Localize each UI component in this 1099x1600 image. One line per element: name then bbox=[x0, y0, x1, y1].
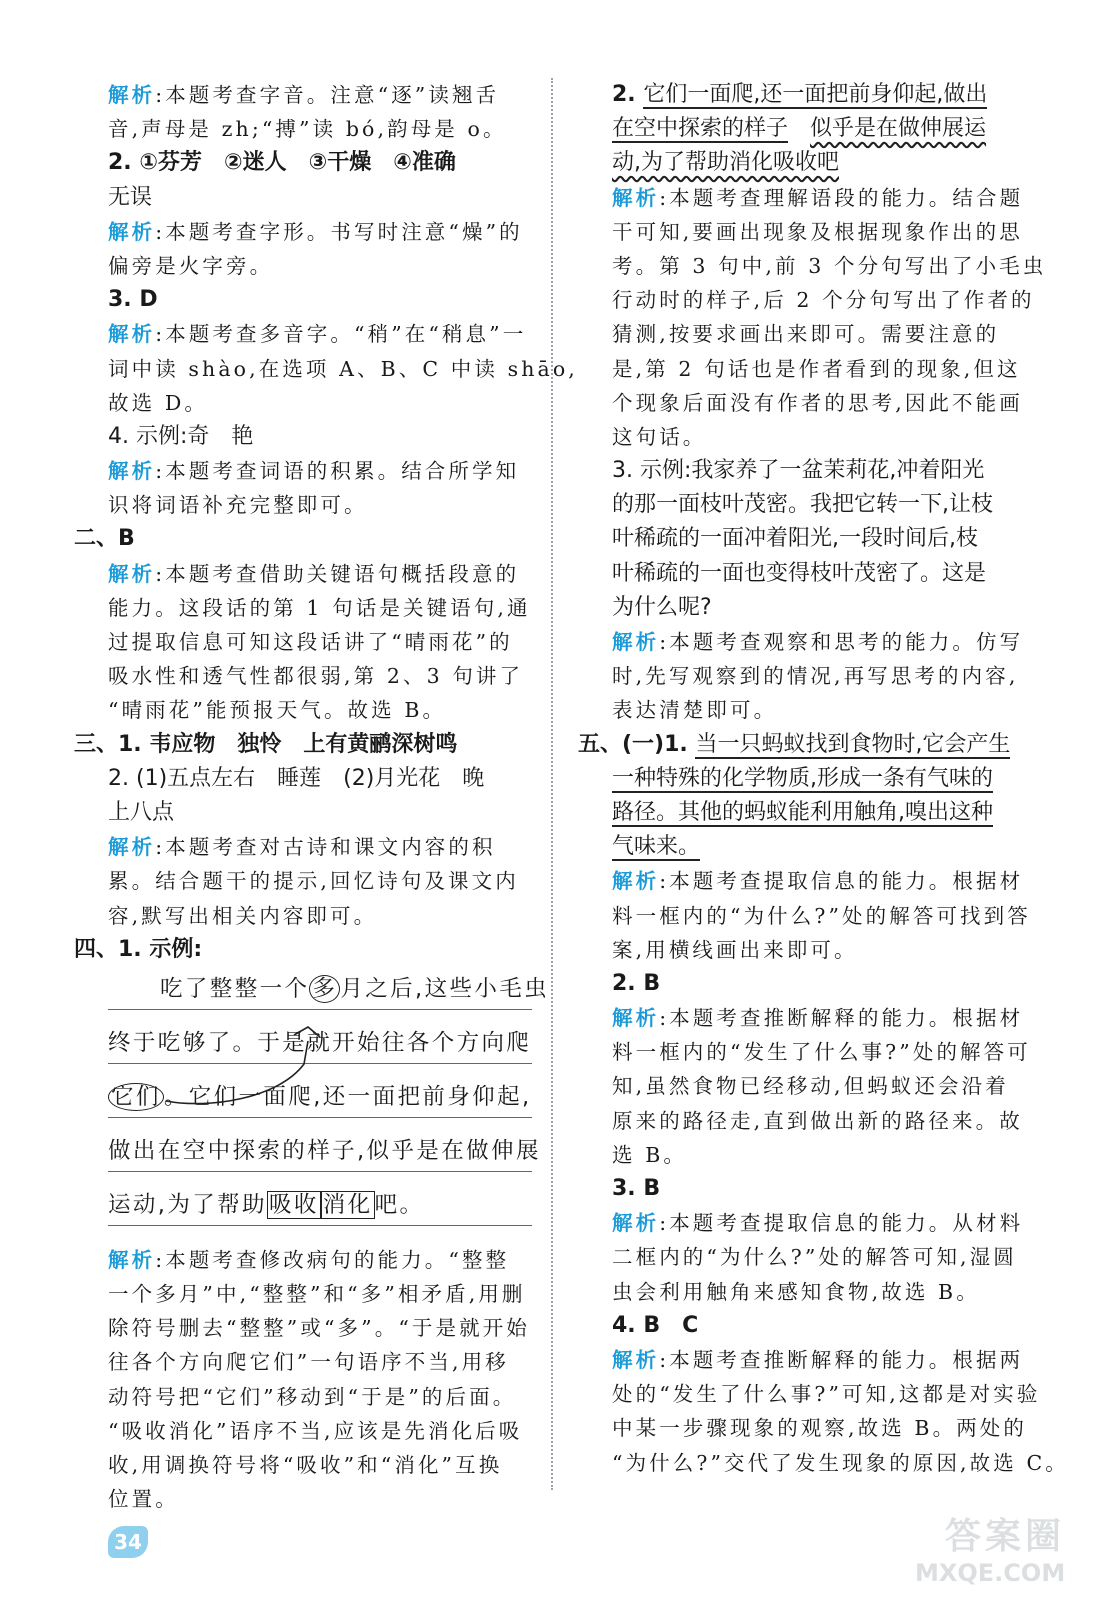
left-column bbox=[74, 78, 578, 1516]
analysis-label: 解析 bbox=[612, 1211, 660, 1236]
text-line: 考。第 3 句中,前 3 个分句写出了小毛虫 bbox=[612, 253, 1047, 278]
analysis-line bbox=[108, 454, 532, 488]
answer-line bbox=[612, 830, 1036, 864]
text-line: 这句话。 bbox=[612, 424, 707, 449]
text: 月之后,这些小毛虫 bbox=[340, 975, 550, 1002]
section-heading: 三、1. 韦应物 独怜 上有黄鹂深树鸣 bbox=[74, 731, 458, 757]
underlined-text: 在空中探索的样子 bbox=[612, 116, 789, 142]
answer-line: 叶稀疏的一面也变得枝叶茂密了。这是 bbox=[612, 560, 987, 586]
text-line: 过提取信息可知这段话讲了“晴雨花”的 bbox=[108, 630, 513, 654]
underlined-text: 路径。其他的蚂蚁能利用触角,嗅出这种 bbox=[612, 799, 993, 825]
answer-line: 4. 示例:奇 艳 bbox=[108, 423, 254, 449]
text-line: 故选 D。 bbox=[108, 390, 208, 415]
answer-line: 上八点 bbox=[108, 799, 175, 825]
answer-line bbox=[612, 146, 1036, 180]
text: :本题考查推断解释的能力。根据两 bbox=[659, 1347, 1024, 1372]
analysis-label: 解析 bbox=[612, 630, 660, 654]
text-line: 容,默写出相关内容即可。 bbox=[108, 903, 378, 928]
analysis-label: 解析 bbox=[108, 1247, 156, 1272]
marked-passage bbox=[108, 969, 550, 1239]
analysis-line bbox=[108, 78, 532, 112]
text-line: “吸收消化”语序不当,应该是先消化后吸 bbox=[108, 1418, 523, 1443]
text: :本题考查多音字。“稍”在“稍息”一 bbox=[155, 322, 527, 347]
analysis-line bbox=[612, 864, 1036, 898]
answer-line: 3. 示例:我家养了一盆茉莉花,冲着阳光 bbox=[612, 458, 985, 484]
answer-line bbox=[108, 146, 532, 180]
watermark-url: MXQE.COM bbox=[915, 1559, 1066, 1587]
text-line: 时,先写观察到的情况,再写思考的内容, bbox=[612, 664, 1019, 689]
swap-mark-a: 吸收 bbox=[268, 1191, 319, 1218]
analysis-label: 解析 bbox=[108, 835, 156, 860]
analysis-line bbox=[612, 181, 1036, 215]
answer-line: 2. (1)五点左右 睡莲 (2)月光花 晚 bbox=[108, 765, 485, 791]
move-arrow-icon bbox=[108, 969, 532, 1239]
section-heading: 二、B bbox=[74, 526, 135, 552]
move-mark: 它们 bbox=[108, 1083, 164, 1111]
text: :本题考查提取信息的能力。根据材 bbox=[659, 869, 1024, 894]
text-line: 表达清楚即可。 bbox=[612, 698, 778, 723]
text-line: 动符号把“它们”移动到“于是”的后面。 bbox=[108, 1384, 517, 1409]
text-line: 词中读 shào,在选项 A、B、C 中读 shāo, bbox=[108, 356, 578, 381]
text: :本题考查字音。注意“逐”读翘舌 bbox=[155, 83, 500, 107]
analysis-label: 解析 bbox=[108, 561, 156, 586]
text: :本题考查修改病句的能力。“整整 bbox=[155, 1247, 510, 1272]
analysis-line bbox=[108, 215, 532, 249]
right-column bbox=[578, 78, 1069, 1480]
analysis-line bbox=[108, 317, 532, 351]
answer-line: 3. D bbox=[108, 287, 158, 313]
text: 运动,为了帮助 bbox=[108, 1191, 267, 1218]
text-line: 选 B。 bbox=[612, 1142, 687, 1167]
text-line: 料一框内的“为什么?”处的解答可找到答 bbox=[612, 903, 1031, 928]
analysis-line bbox=[108, 830, 532, 864]
wavy-underlined-text: 动,为了帮助消化吸收吧 bbox=[612, 150, 839, 176]
text-line: 虫会利用触角来感知食物,故选 B。 bbox=[612, 1279, 980, 1304]
page-number: 34 bbox=[108, 1526, 148, 1558]
analysis-label: 解析 bbox=[108, 459, 156, 484]
text-line: 行动时的样子,后 2 个分句写出了作者的 bbox=[612, 288, 1035, 313]
column-divider bbox=[551, 78, 553, 1490]
text-line: 中某一步骤现象的观察,故选 B。两处的 bbox=[612, 1416, 1027, 1441]
text-line: 累。结合题干的提示,回忆诗句及课文内 bbox=[108, 869, 519, 894]
underlined-text: 它们一面爬,还一面把前身仰起,做出 bbox=[643, 82, 988, 107]
analysis-line bbox=[612, 1001, 1036, 1035]
watermark bbox=[915, 1508, 1065, 1594]
text-line: 除符号删去“整整”或“多”。“于是就开始 bbox=[108, 1316, 530, 1341]
section-line bbox=[74, 933, 532, 967]
text: :本题考查字形。书写时注意“燥”的 bbox=[155, 219, 523, 244]
analysis-label: 解析 bbox=[108, 219, 156, 244]
swap-mark-b: 消化 bbox=[322, 1191, 373, 1218]
text-line: 二框内的“为什么?”处的解答可知,湿圆 bbox=[612, 1245, 1017, 1270]
passage-line: 终于吃够了。于是就开始往各个方向爬 bbox=[108, 1023, 532, 1064]
text-line: 个现象后面没有作者的思考,因此不能画 bbox=[612, 390, 1023, 415]
text-line: 吸水性和透气性都很弱,第 2、3 句讲了 bbox=[108, 664, 524, 689]
deletion-mark: 多 bbox=[309, 975, 340, 1003]
answer-line: 4. B C bbox=[612, 1312, 699, 1338]
text: 。它们一面爬,还一面把前身仰起, bbox=[163, 1083, 532, 1110]
answer-line bbox=[612, 796, 1036, 830]
text-line: 位置。 bbox=[108, 1487, 179, 1512]
text: :本题考查推断解释的能力。根据材 bbox=[659, 1006, 1024, 1031]
answer-line: 3. B bbox=[612, 1176, 661, 1201]
analysis-label: 解析 bbox=[612, 869, 660, 894]
text-line: 是,第 2 句话也是作者看到的现象,但这 bbox=[612, 356, 1021, 381]
text: :本题考查对古诗和课文内容的积 bbox=[155, 835, 496, 860]
section-line bbox=[578, 728, 1036, 762]
section-line bbox=[74, 728, 532, 762]
passage-line: 做出在空中探索的样子,似乎是在做伸展 bbox=[108, 1131, 532, 1172]
text-line: “为什么?”交代了发生现象的原因,故选 C。 bbox=[612, 1450, 1069, 1475]
text-line: 原来的路径走,直到做出新的路径来。故 bbox=[612, 1108, 1023, 1133]
text-line: 一个多月”中,“整整”和“多”相矛盾,用删 bbox=[108, 1282, 526, 1307]
text-line: 往各个方向爬它们”一句语序不当,用移 bbox=[108, 1350, 509, 1375]
text: :本题考查词语的积累。结合所学知 bbox=[155, 459, 520, 484]
text-line: 收,用调换符号将“吸收”和“消化”互换 bbox=[108, 1453, 503, 1477]
text-line: 偏旁是火字旁。 bbox=[108, 253, 274, 278]
answer-line bbox=[612, 78, 1036, 112]
answer-line: 为什么呢? bbox=[612, 594, 712, 620]
text: :本题考查提取信息的能力。从材料 bbox=[659, 1211, 1024, 1236]
answer-number: 2. bbox=[612, 82, 644, 107]
section-heading: 五、(一)1. bbox=[578, 731, 696, 757]
text: :本题考查观察和思考的能力。仿写 bbox=[659, 630, 1024, 654]
answer-text: 2. ①芬芳 ②迷人 ③干燥 ④准确 bbox=[108, 150, 456, 176]
analysis-label: 解析 bbox=[612, 1006, 660, 1031]
text-line: 猜测,按要求画出来即可。需要注意的 bbox=[612, 322, 1000, 347]
answer-line bbox=[612, 762, 1036, 796]
answer-line: 2. B bbox=[612, 970, 661, 996]
text bbox=[788, 116, 810, 141]
analysis-label: 解析 bbox=[612, 1347, 660, 1372]
text: 吧。 bbox=[374, 1191, 425, 1218]
analysis-line bbox=[612, 1206, 1036, 1240]
answer-line: 叶稀疏的一面冲着阳光,一段时间后,枝 bbox=[612, 526, 978, 552]
text-line: 音,声母是 zh;“搏”读 bó,韵母是 o。 bbox=[108, 117, 507, 142]
text-line: 能力。这段话的第 1 句话是关键语句,通 bbox=[108, 595, 531, 620]
text-line: 料一框内的“发生了什么事?”处的解答可 bbox=[612, 1040, 1031, 1065]
analysis-label: 解析 bbox=[612, 185, 660, 210]
analysis-line bbox=[612, 625, 1036, 659]
wavy-underlined-text: 似乎是在做伸展运 bbox=[810, 116, 987, 142]
analysis-label: 解析 bbox=[108, 322, 156, 347]
analysis-line bbox=[612, 1343, 1036, 1377]
watermark-logo-text: 答案圈 bbox=[944, 1516, 1065, 1557]
underlined-text: 气味来。 bbox=[612, 834, 701, 860]
analysis-line bbox=[108, 557, 532, 591]
text: :本题考查理解语段的能力。结合题 bbox=[659, 185, 1024, 210]
answer-line bbox=[612, 112, 1036, 146]
text-line: 干可知,要画出现象及根据现象作出的思 bbox=[612, 219, 1023, 244]
answer-line: 无误 bbox=[108, 184, 153, 210]
section-line bbox=[74, 522, 532, 556]
underlined-text: 当一只蚂蚁找到食物时,它会产生 bbox=[695, 731, 1011, 757]
answer-line: 的那一面枝叶茂密。我把它转一下,让枝 bbox=[612, 492, 993, 518]
text-line: “晴雨花”能预报天气。故选 B。 bbox=[108, 698, 447, 723]
text-line: 知,虽然食物已经移动,但蚂蚁还会沿着 bbox=[612, 1074, 1009, 1099]
text: 吃了整整一个 bbox=[160, 975, 310, 1002]
analysis-line bbox=[108, 1243, 532, 1277]
text: :本题考查借助关键语句概括段意的 bbox=[155, 561, 520, 586]
underlined-text: 一种特殊的化学物质,形成一条有气味的 bbox=[612, 765, 993, 791]
section-heading: 四、1. 示例: bbox=[74, 936, 203, 962]
text-line: 处的“发生了什么事?”可知,这都是对实验 bbox=[612, 1382, 1041, 1407]
text-line: 案,用横线画出来即可。 bbox=[612, 937, 858, 962]
text-line: 识将词语补充完整即可。 bbox=[108, 493, 368, 518]
analysis-label: 解析 bbox=[108, 83, 156, 107]
